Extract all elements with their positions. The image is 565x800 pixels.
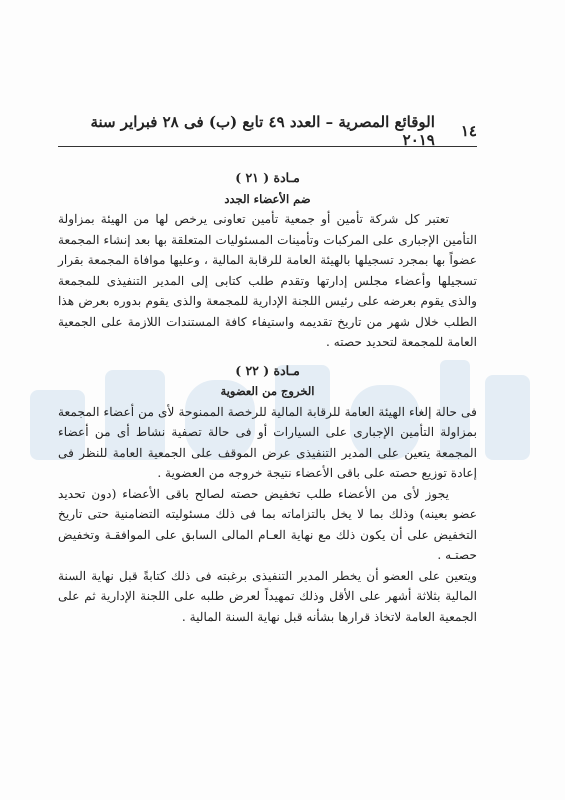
- article-22-paragraph-1: فى حالة إلغاء الهيئة العامة للرقابة المالية للرخصة الممنوحة لأى من أعضاء المجمعة بمزاولة التأمين الإجبارى على السيارات أو فى حالة تصفية نشاط أى من أعضاء المجمعة يتعين على المدير التنفيذى عرض الموقف على الجمعية العامة للنظر فى إعادة توزيع حصته على باقى الأعضاء نتيجة خروجه من العضوية .: [58, 404, 477, 480]
- article-22-heading: مـادة ( ٢٢ ): [235, 362, 300, 378]
- article-21-heading: مـادة ( ٢١ ): [235, 170, 300, 185]
- article-22-paragraph-2: يجوز لأى من الأعضاء طلب تخفيض حصته لصالح باقى الأعضاء (دون تحديد عضو بعينه) وذلك بما لا يخل بالتزاماته بما فى ذلك مسئوليته التضامنية حتى تاريخ التخفيض على أن يكون ذلك مع نهاية العـام المالى السابق على الموافقـة وتخفيض حصتـه .: [58, 486, 477, 562]
- document-body: [58, 168, 477, 627]
- article-22-paragraph-3: ويتعين على العضو أن يخطر المدير التنفيذى برغبته فى ذلك كتابةً قبل نهاية السنة المالية بثلاثة أشهر على الأقل وذلك تمهيداً لعرض طلبه على اللجنة الإدارية ثم على الجمعية العامة لاتخاذ قرارها بشأنه قبل نهاية السنة المالية .: [58, 568, 477, 624]
- gazette-title: الوقائع المصرية – العدد ٤٩ تابع (ب) فى ٢٨ فبراير سنة ٢٠١٩: [90, 113, 435, 149]
- page-header: [58, 113, 477, 149]
- header-rule: [58, 146, 477, 147]
- page-number: ١٤: [460, 122, 477, 140]
- article-21-body: تعتبر كل شركة تأمين أو جمعية تأمين تعاونى يرخص لها من الهيئة بمزاولة التأمين الإجبارى على المركبات وتأمينات المسئوليات المتعلقة بها بعد إنشاء المجمعة عضواً بها بمجرد تسجيلها بالهيئة العامة للرقابة المالية ، وعليها موافاة المجمعة بقرار تسجيلها وأعضاء مجلس إدارتها وتقدم طلب كتابى إلى المدير التنفيذى للمجمعة والذى يقوم بعرضه على رئيس اللجنة الإدارية للمجمعة والذى يقوم بدوره بعرض هذا الطلب خلال شهر من تاريخ تقديمه واستيفاء كافة المستندات اللازمة على الجمعية العامة للمجمعة لتحديد حصته .: [58, 212, 477, 349]
- article-21-subheading: ضم الأعضاء الجدد: [224, 191, 311, 206]
- article-22-subheading: الخروج من العضوية: [220, 384, 315, 398]
